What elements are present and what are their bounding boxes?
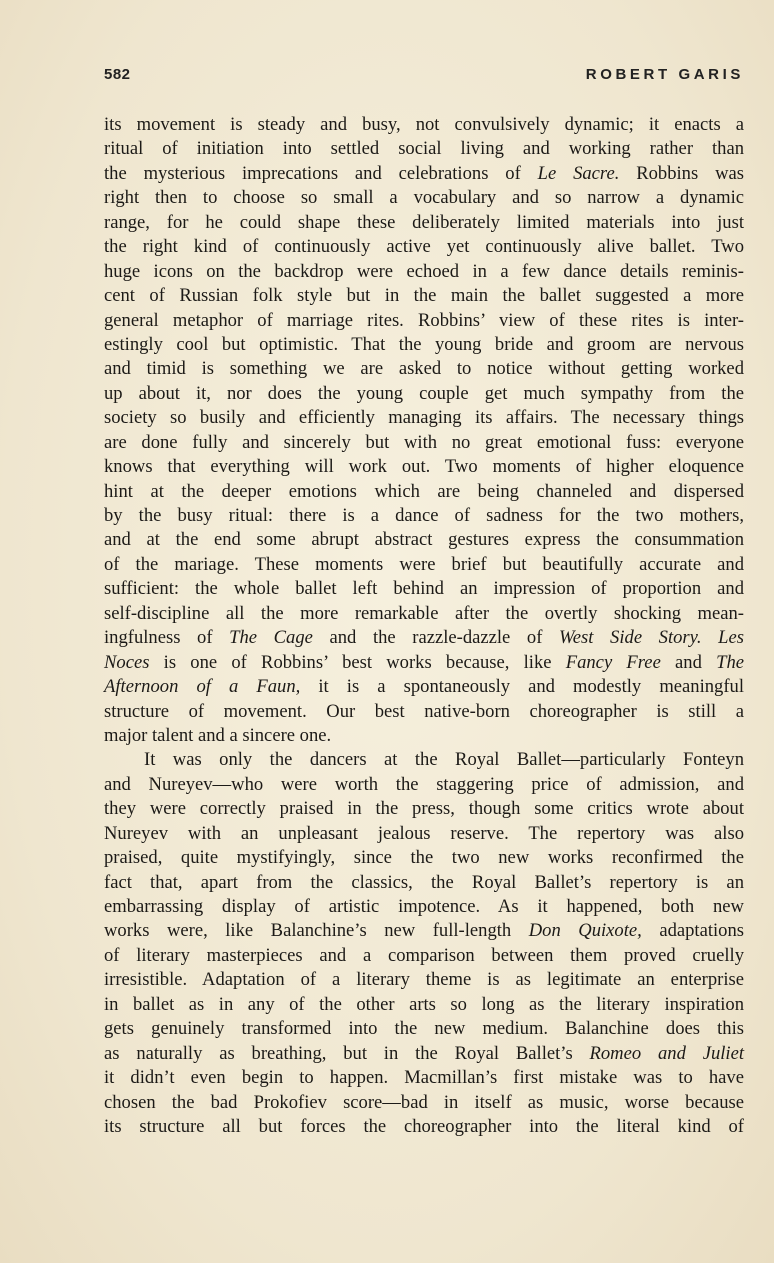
text-segment: major talent and a sincere one. <box>104 724 332 746</box>
text-line <box>104 309 744 333</box>
text-line <box>104 553 744 577</box>
text-line <box>104 382 744 406</box>
text-segment: Robbins was <box>619 162 744 184</box>
text-line <box>104 724 744 748</box>
text-segment: cent of Russian folk style but in the main the ballet suggested a more <box>104 285 744 307</box>
text-line <box>104 186 744 210</box>
text-segment: ritual of initiation into settled social living and working rather than <box>104 138 744 160</box>
text-segment: are done fully and sincerely but with no great emotional fuss: everyone <box>104 431 744 453</box>
text-line <box>104 406 744 430</box>
text-segment: of literary masterpieces and a comparison between them proved cruelly <box>104 944 744 966</box>
text-segment: adaptations <box>641 920 745 942</box>
text-segment: as naturally as breathing, but in the Royal Ballet’s <box>104 1042 590 1064</box>
text-line <box>104 504 744 528</box>
text-line <box>104 919 744 943</box>
text-line <box>104 944 744 968</box>
text-line <box>104 773 744 797</box>
text-line <box>104 431 744 455</box>
text-segment: chosen the bad Prokofiev score—bad in itself as music, worse because <box>104 1091 744 1113</box>
italic-title-text: Afternoon of a Faun, <box>104 676 301 698</box>
text-segment: and Nureyev—who were worth the staggering price of admission, and <box>104 773 744 795</box>
text-segment: society so busily and efficiently managing its affairs. The necessary things <box>104 407 744 429</box>
text-line <box>104 651 744 675</box>
text-line <box>104 333 744 357</box>
text-segment: praised, quite mystifyingly, since the two new works reconfirmed the <box>104 847 744 869</box>
text-segment: of the mariage. These moments were brief but beautifully accurate and <box>104 553 744 575</box>
text-segment: irresistible. Adaptation of a literary theme is as legitimate an enterprise <box>104 969 744 991</box>
text-line <box>104 1017 744 1041</box>
text-segment: they were correctly praised in the press, though some critics wrote about <box>104 798 744 820</box>
text-segment: right then to choose so small a vocabulary and so narrow a dynamic <box>104 187 744 209</box>
text-segment: structure of movement. Our best native-born choreographer is still a <box>104 700 744 722</box>
italic-title-text: Romeo and Juliet <box>589 1042 744 1064</box>
text-line <box>104 480 744 504</box>
text-line <box>104 211 744 235</box>
text-line <box>104 822 744 846</box>
text-segment: and at the end some abrupt abstract gestures express the consummation <box>104 529 744 551</box>
text-segment: range, for he could shape these deliberately limited materials into just <box>104 211 744 233</box>
italic-title-text: Noces <box>104 651 150 673</box>
running-title: ROBERT GARIS <box>585 66 744 83</box>
text-segment: it is a spontaneously and modestly meaningful <box>300 676 744 698</box>
text-line <box>104 797 744 821</box>
text-segment: and <box>660 651 717 673</box>
text-segment: It was only the dancers at the Royal Ballet—particularly Fonteyn <box>144 749 744 771</box>
italic-title-text: Fancy Free <box>565 651 661 673</box>
text-segment: self-discipline all the more remarkable after the overtly shocking mean- <box>104 602 744 624</box>
text-line <box>104 284 744 308</box>
text-segment: works were, like Balanchine’s new full-length <box>104 920 529 942</box>
text-segment: ingfulness of <box>104 627 230 649</box>
text-segment: fact that, apart from the classics, the Royal Ballet’s repertory is an <box>104 871 744 893</box>
text-segment: it didn’t even begin to happen. Macmillan’s first mistake was to have <box>104 1067 744 1089</box>
text-line <box>104 626 744 650</box>
text-line <box>104 162 744 186</box>
text-segment: and timid is something we are asked to notice without getting worked <box>104 358 744 380</box>
text-segment: up about it, nor does the young couple get much sympathy from the <box>104 382 744 404</box>
text-line <box>104 528 744 552</box>
running-head <box>104 66 744 90</box>
text-line <box>104 1066 744 1090</box>
text-line <box>104 235 744 259</box>
text-line <box>104 846 744 870</box>
text-segment: huge icons on the backdrop were echoed in a few dance details reminis- <box>104 260 744 282</box>
text-segment: hint at the deeper emotions which are being channeled and dispersed <box>104 480 744 502</box>
text-segment: is one of Robbins’ best works because, like <box>149 651 566 673</box>
text-segment: Nureyev with an unpleasant jealous reserve. The repertory was also <box>104 822 744 844</box>
text-segment: gets genuinely transformed into the new medium. Balanchine does this <box>104 1018 744 1040</box>
text-line <box>104 871 744 895</box>
text-line <box>104 260 744 284</box>
text-line <box>104 455 744 479</box>
italic-title-text: The <box>716 651 745 673</box>
text-line <box>104 968 744 992</box>
text-line <box>104 1091 744 1115</box>
text-line <box>104 602 744 626</box>
italic-title-text: West Side Story. Les <box>559 627 744 649</box>
text-line <box>104 993 744 1017</box>
text-line <box>104 1115 744 1139</box>
text-segment: its structure all but forces the choreographer into the literal kind of <box>104 1115 744 1137</box>
text-line <box>104 357 744 381</box>
text-segment: embarrassing display of artistic impotence. As it happened, both new <box>104 896 744 917</box>
text-segment: estingly cool but optimistic. That the young bride and groom are nervous <box>104 333 744 355</box>
page-number: 582 <box>104 66 131 83</box>
text-segment: the mysterious imprecations and celebrations of <box>104 162 538 184</box>
text-line <box>104 700 744 724</box>
text-line <box>104 1042 744 1066</box>
text-segment: and the razzle-dazzle of <box>312 627 560 649</box>
italic-title-text: The Cage <box>229 627 313 649</box>
text-line <box>104 577 744 601</box>
text-line <box>104 137 744 161</box>
italic-title-text: Le Sacre. <box>537 162 620 184</box>
text-segment: general metaphor of marriage rites. Robbins’ view of these rites is inter- <box>104 309 744 331</box>
text-line <box>104 748 744 772</box>
italic-title-text: Don Quixote, <box>528 920 642 942</box>
text-line <box>104 895 744 919</box>
text-segment: by the busy ritual: there is a dance of sadness for the two mothers, <box>104 505 744 526</box>
text-line <box>104 675 744 699</box>
text-segment: knows that everything will work out. Two moments of higher eloquence <box>104 456 744 478</box>
text-segment: the right kind of continuously active yet continuously alive ballet. Two <box>104 236 744 258</box>
body-text <box>104 113 744 1139</box>
text-line <box>104 113 744 137</box>
text-segment: its movement is steady and busy, not convulsively dynamic; it enacts a <box>104 114 744 135</box>
text-segment: sufficient: the whole ballet left behind an impression of proportion and <box>104 578 744 600</box>
text-segment: in ballet as in any of the other arts so long as the literary inspiration <box>104 993 744 1015</box>
